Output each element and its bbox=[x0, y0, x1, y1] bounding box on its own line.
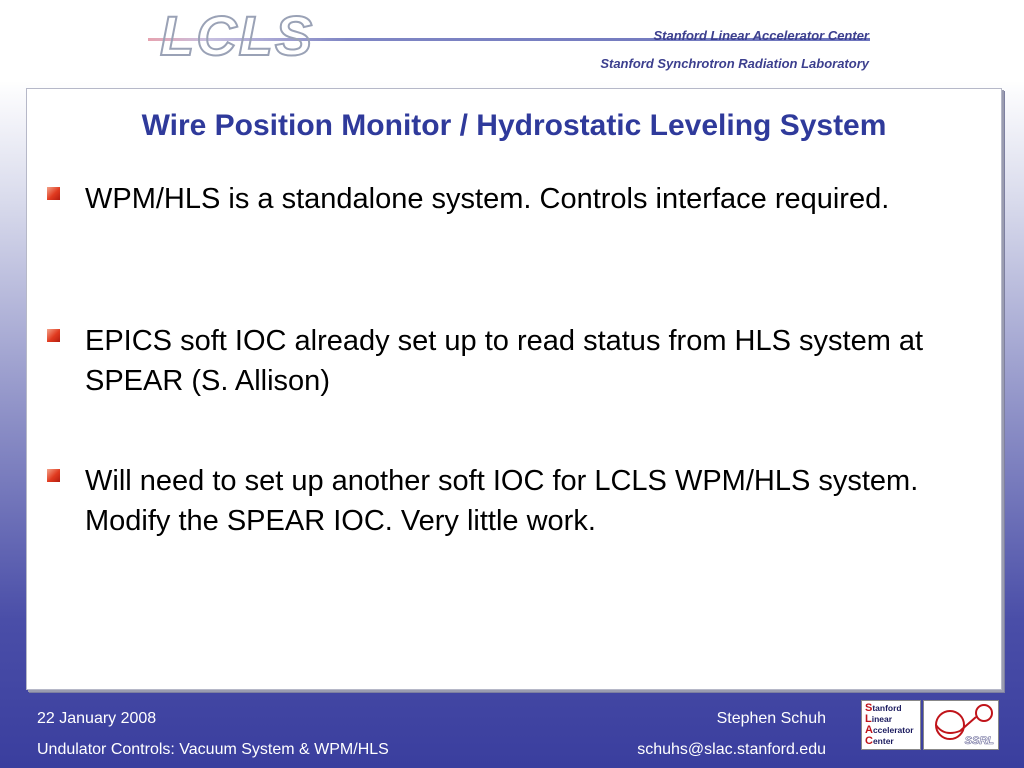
bullet-square-icon bbox=[47, 469, 60, 482]
footer-author: Stephen Schuh bbox=[716, 710, 826, 727]
footer-email: schuhs@slac.stanford.edu bbox=[637, 741, 826, 758]
slide-title: Wire Position Monitor / Hydrostatic Leveling System bbox=[141, 109, 887, 142]
org-name-ssrl: Stanford Synchrotron Radiation Laboratory bbox=[600, 56, 869, 71]
bullet-text: EPICS soft IOC already set up to read status from HLS system at SPEAR (S. Allison) bbox=[85, 325, 924, 397]
slide-content-panel bbox=[26, 88, 1002, 690]
header-bar bbox=[0, 0, 1024, 82]
bullet-square-icon bbox=[47, 329, 60, 342]
org-name-slac: Stanford Linear Accelerator Center bbox=[653, 28, 869, 43]
ssrl-logo bbox=[923, 700, 999, 750]
footer-talk-title: Undulator Controls: Vacuum System & WPM/HLS bbox=[37, 741, 389, 758]
bullet-square-icon bbox=[47, 187, 60, 200]
bullet-text: Will need to set up another soft IOC for LCLS WPM/HLS system. Modify the SPEAR IOC. Very little work. bbox=[85, 465, 919, 537]
lcls-logo: LCLS bbox=[160, 4, 315, 67]
footer-date: 22 January 2008 bbox=[37, 710, 157, 727]
slac-logo: Stanford Linear Accelerator Center bbox=[861, 700, 921, 750]
bullet-text: WPM/HLS is a standalone system. Controls interface required. bbox=[85, 183, 890, 215]
ssrl-logo-text: SSRL bbox=[964, 735, 994, 747]
